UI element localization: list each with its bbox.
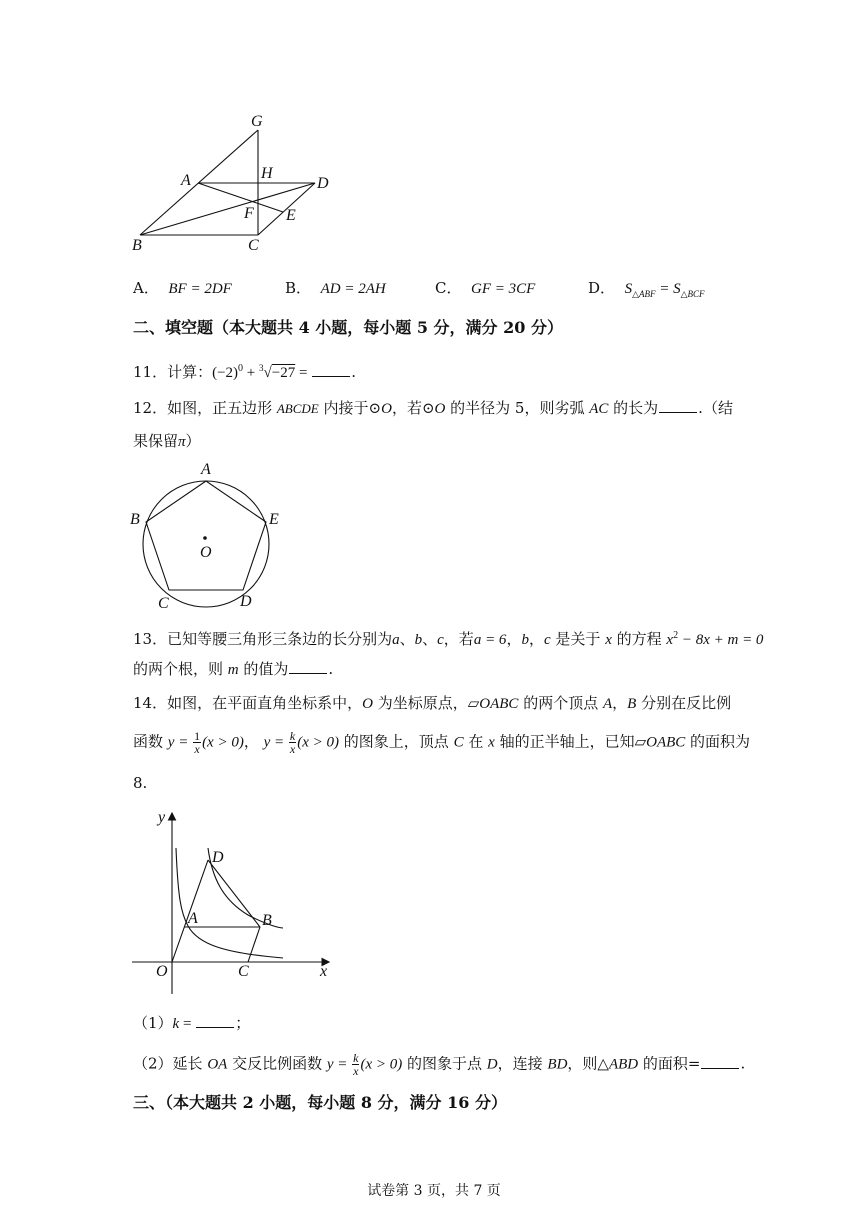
label-A: A bbox=[201, 461, 211, 478]
label-A: A bbox=[188, 910, 198, 927]
label-D: D bbox=[240, 593, 252, 610]
label-C: C bbox=[238, 963, 249, 980]
fraction-1-over-x: $\frac{1}{x}$ bbox=[194, 729, 201, 756]
segment-DB bbox=[208, 860, 260, 927]
q14-part2: （2）延长 OA 交反比例函数 y = $\frac{k}{x}$ (x > 0) 的图象于点 D，连接 BD，则△ABD 的面积= . bbox=[133, 1051, 746, 1078]
label-D: D bbox=[212, 849, 224, 866]
segment-BC bbox=[248, 927, 260, 962]
q14-line1: 14．如图，在平面直角坐标系中，O 为坐标原点，▱OABC 的两个顶点 A，B 分别在反比例 bbox=[133, 694, 732, 712]
q12-line1: 12．如图，正五边形 ABCDE 内接于⊙O，若⊙O 的半径为 5，则劣弧 AC 的长为 .（结 bbox=[133, 399, 733, 417]
label-E: E bbox=[286, 207, 296, 224]
label-E: E bbox=[269, 511, 279, 528]
label-x: x bbox=[320, 963, 328, 980]
q14-line3: 8. bbox=[133, 774, 148, 792]
label-F: F bbox=[244, 205, 254, 222]
q14-line2: 函数 y = $\frac{1}{x}$ (x > 0)， y = $\frac{k}{x}$ (x > 0) 的图象上，顶点 C 在 x 轴的正半轴上，已知▱OABC 的面积为 bbox=[133, 729, 751, 756]
label-B: B bbox=[130, 511, 140, 528]
page-footer: 试卷第 3 页，共 7 页 bbox=[367, 1183, 501, 1199]
curve-y-1-over-x bbox=[176, 848, 283, 958]
label-y: y bbox=[158, 809, 166, 826]
q13-answer-blank[interactable] bbox=[289, 672, 327, 674]
label-O: O bbox=[156, 963, 168, 980]
q12-line2: 果保留π） bbox=[133, 432, 201, 450]
label-A: A bbox=[181, 172, 191, 189]
label-B: B bbox=[262, 912, 272, 929]
q11-answer-blank[interactable] bbox=[312, 375, 350, 377]
section2-title: 二、填空题（本大题共 4 小题，每小题 5 分，满分 20 分） bbox=[133, 318, 563, 337]
label-C: C bbox=[158, 595, 169, 612]
segment-AE bbox=[198, 183, 283, 212]
center-dot bbox=[203, 536, 207, 540]
option-d: D． $S_{\triangle ABF} = S_{\triangle BCF}$ bbox=[588, 279, 705, 299]
q12-answer-blank[interactable] bbox=[659, 411, 697, 413]
label-H: H bbox=[261, 165, 273, 182]
q11: 11．计算：$(-2)^0 + ^3√-27$ = . bbox=[133, 363, 356, 381]
q14-2-answer-blank[interactable] bbox=[701, 1067, 739, 1069]
fraction-k-over-x-2: $\frac{k}{x}$ bbox=[353, 1051, 359, 1078]
option-b: B． AD = 2AH bbox=[285, 279, 386, 297]
q13-line1: 13．已知等腰三角形三条边的长分别为a、b、c，若a = 6，b，c 是关于 x 的方程 $x^2 - 8x + m = 0$ bbox=[133, 630, 764, 648]
label-C: C bbox=[248, 237, 259, 254]
q14-1-answer-blank[interactable] bbox=[196, 1026, 234, 1028]
section3-title: 三、（本大题共 2 小题，每小题 8 分，满分 16 分） bbox=[133, 1093, 507, 1112]
fraction-k-over-x: $\frac{k}{x}$ bbox=[289, 729, 296, 756]
label-B: B bbox=[132, 237, 142, 254]
figure-q14 bbox=[128, 808, 338, 1003]
figure-q10 bbox=[130, 110, 340, 255]
q14-part1: （1）k = ； bbox=[133, 1014, 251, 1032]
option-c: C． GF = 3CF bbox=[435, 279, 536, 297]
figure-q12 bbox=[128, 458, 288, 616]
option-a: A． BF = 2DF bbox=[133, 279, 232, 297]
label-G: G bbox=[251, 113, 263, 130]
q13-line2: 的两个根，则 m 的值为 . bbox=[133, 660, 334, 678]
label-O: O bbox=[200, 544, 212, 561]
label-D: D bbox=[317, 175, 329, 192]
